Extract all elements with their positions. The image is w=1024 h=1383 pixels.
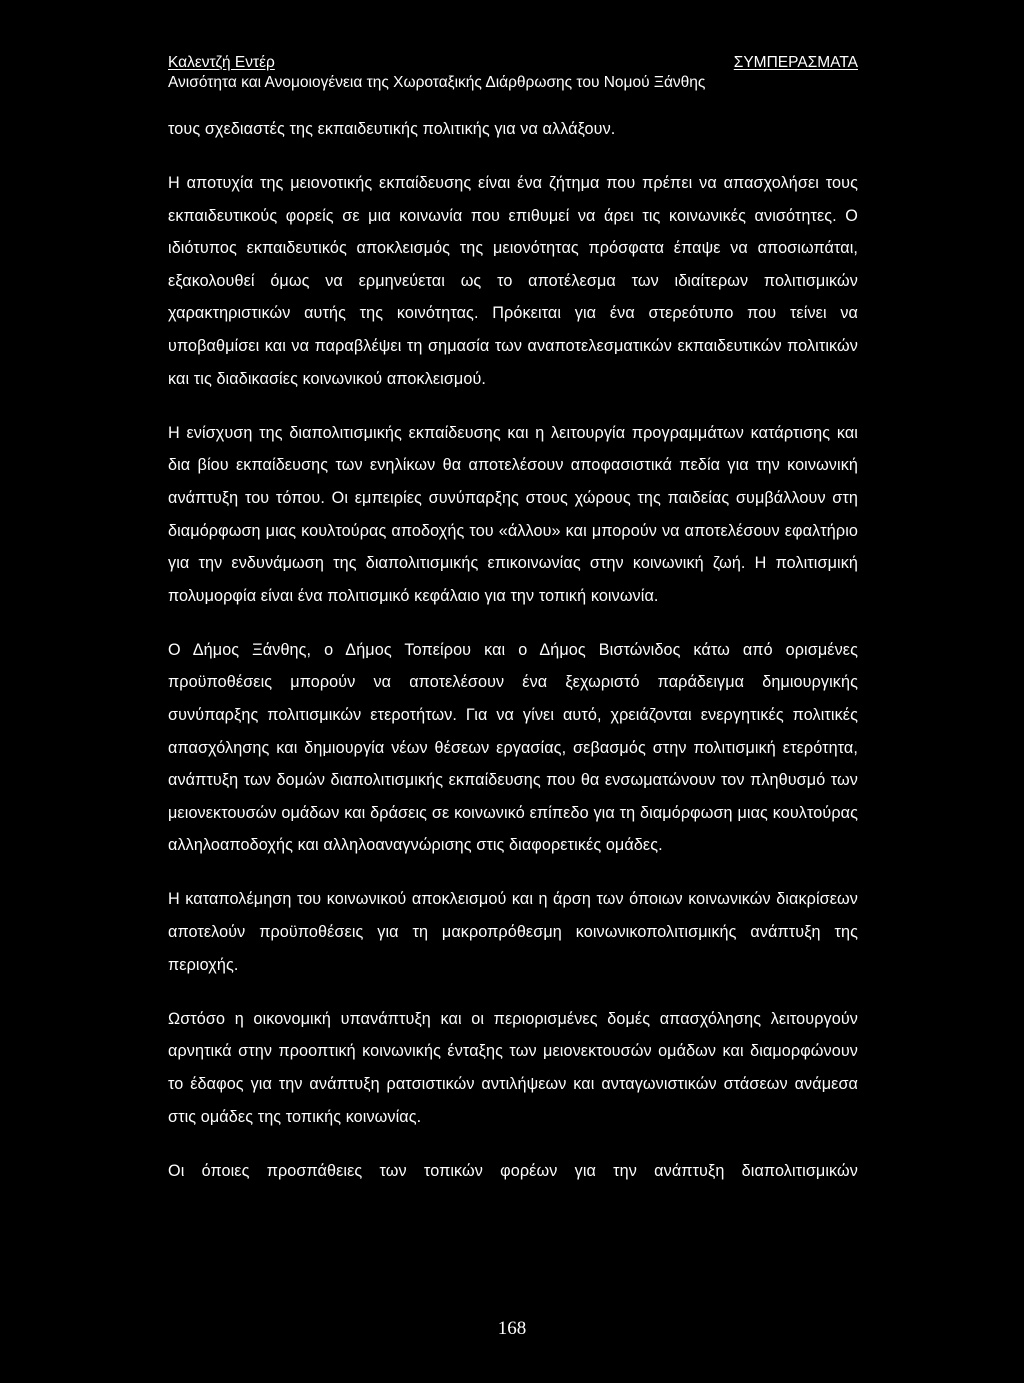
paragraph-municipalities: Ο Δήμος Ξάνθης, ο Δήμος Τοπείρου και ο Δήμος Βιστώνιδος κάτω από ορισμένες προϋποθέσεις μπορούν να αποτελέσουν ένα ξεχωριστό παράδειγμα δημιουργικής συνύπαρξης πολιτισμικών ετεροτήτων. Για να γίνει αυτό, χρειάζονται ενεργητικές πολιτικές απασχόλησης και δημιουργία νέων θέσεων εργασίας, σεβασμός στην πολιτισμική ετερότητα, ανάπτυξη των δομών διαπολιτισμικής εκπαίδευσης που θα ενσωματώνουν τον πληθυσμό των μειονεκτουσών ομάδων και δράσεις σε κοινωνικό επίπεδο για τη διαμόρφωση μιας κουλτούρας αλληλοαποδοχής και αλληλοαναγνώρισης στις διαφορετικές ομάδες. (168, 640, 858, 855)
paragraph-social-exclusion: Η καταπολέμηση του κοινωνικού αποκλεισμού και η άρση των όποιων κοινωνικών διακρίσεων αποτελούν προϋποθέσεις για τη μακροπρόθεσμη κοινωνικοπολιτισμικής ανάπτυξη της περιοχής. (168, 890, 858, 974)
body-text (168, 113, 858, 1209)
header-section-title: ΣΥΜΠΕΡΑΣΜΑΤΑ (733, 54, 858, 71)
paragraph-minority-education: Η αποτυχία της μειονοτικής εκπαίδευσης είναι ένα ζήτημα που πρέπει να απασχολήσει τους εκπαιδευτικούς φορείς σε μια κοινωνία που επιθυμεί να άρει τις κοινωνικές ανισότητες. Ο ιδιότυπος εκπαιδευτικός αποκλεισμός της μειονότητας πρόσφατα έπαψε να αποσιωπάται, εξακολουθεί όμως να ερμηνεύεται ως το αποτέλεσμα των ιδιαίτερων πολιτισμικών χαρακτηριστικών αυτής της κοινότητας. Πρόκειται για ένα στερεότυπο που τείνει να υποβαθμίσει και να παραβλέψει τη σημασία των αναποτελεσματικών εκπαιδευτικών πολιτικών και τις διαδικασίες κοινωνικού αποκλεισμού. (168, 174, 858, 388)
header-row (168, 53, 858, 73)
header-author: Καλεντζή Εντέρ (168, 54, 275, 71)
running-header (168, 53, 858, 93)
header-subtitle: Ανισότητα και Ανομοιογένεια της Χωροταξικής Διάρθρωσης του Νομού Ξάνθης (168, 74, 706, 91)
paragraph-continuation: τους σχεδιαστές της εκπαιδευτικής πολιτικής για να αλλάξουν. (168, 120, 616, 138)
paragraph-intercultural-education: Η ενίσχυση της διαπολιτισμικής εκπαίδευσης και η λειτουργία προγραμμάτων κατάρτισης και δια βίου εκπαίδευσης των ενηλίκων θα αποτελέσουν αποφασιστικά πεδία για την κοινωνική ανάπτυξη του τόπου. Οι εμπειρίες συνύπαρξης στους χώρους της παιδείας συμβάλλουν στη διαμόρφωση μιας κουλτούρας αποδοχής του «άλλου» και μπορούν να αποτελέσουν εφαλτήριο για την ενδυνάμωση της διαπολιτισμικής επικοινωνίας στην κοινωνική ζωή. Η πολιτισμική πολυμορφία είναι ένα πολιτισμικό κεφάλαιο για την τοπική κοινωνία. (168, 423, 858, 605)
paragraph-local-efforts: Οι όποιες προσπάθειες των τοπικών φορέων για την ανάπτυξη διαπολιτισμικών (168, 1161, 858, 1180)
page-number: 168 (497, 1318, 527, 1339)
paragraph-economic-underdevelopment: Ωστόσο η οικονομική υπανάπτυξη και οι περιορισμένες δομές απασχόλησης λειτουργούν αρνητικά στην προοπτική κοινωνικής ένταξης των μειονεκτουσών ομάδων και διαμορφώνουν το έδαφος για την ανάπτυξη ρατσιστικών αντιλήψεων και ανταγωνιστικών στάσεων ανάμεσα στις ομάδες της τοπικής κοινωνίας. (168, 1009, 858, 1126)
